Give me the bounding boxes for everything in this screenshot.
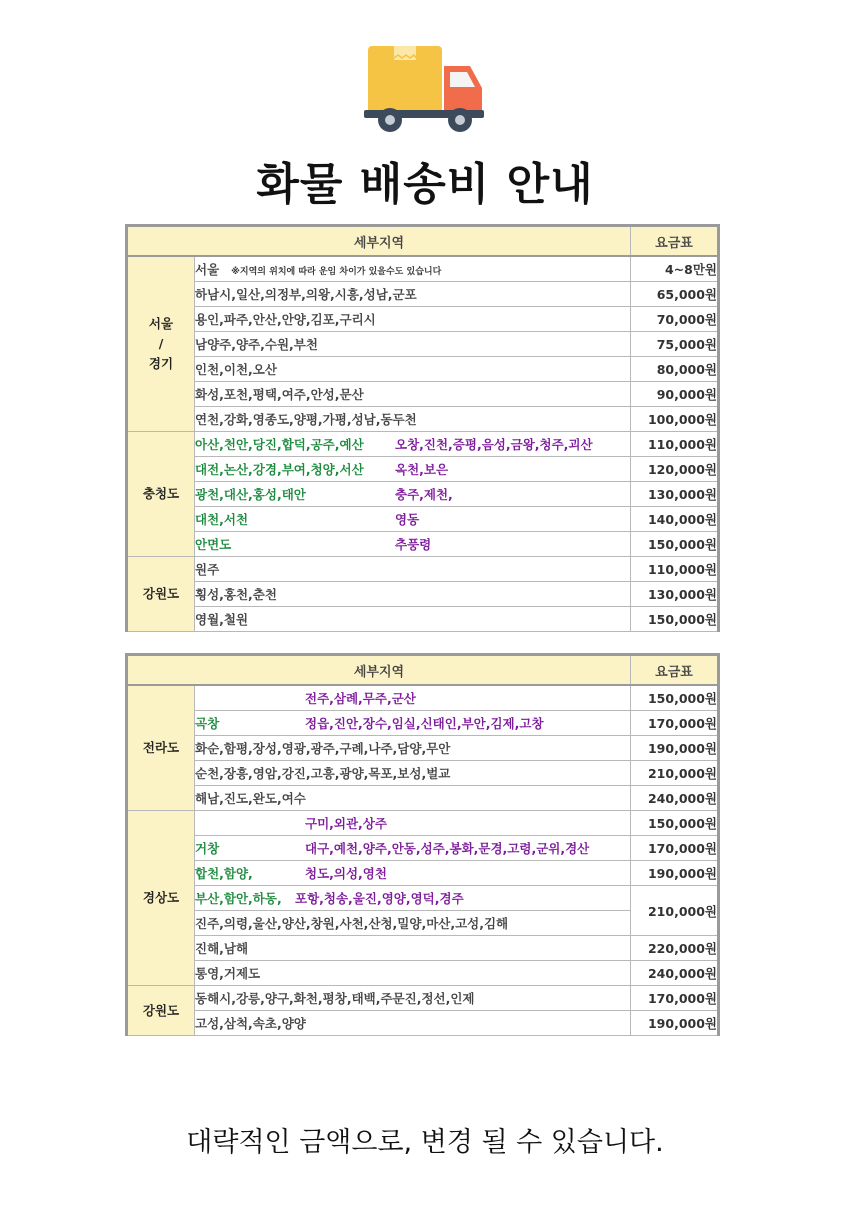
table-row	[127, 911, 719, 936]
table-row	[127, 711, 719, 736]
table-row	[127, 836, 719, 861]
table-row	[127, 357, 719, 382]
price-cell: 140,000원	[631, 507, 719, 532]
table-row	[127, 332, 719, 357]
area-cell: 광천,대산,홍성,태안 충주,제천,	[195, 482, 631, 507]
area-cell: 대천,서천 영동	[195, 507, 631, 532]
area-cell: 하남시,일산,의정부,의왕,시흥,성남,군포	[195, 282, 631, 307]
price-cell: 150,000원	[631, 685, 719, 711]
table-row	[127, 307, 719, 332]
table-row	[127, 607, 719, 632]
price-cell: 90,000원	[631, 382, 719, 407]
area-cell: 횡성,홍천,춘천	[195, 582, 631, 607]
table-row	[127, 507, 719, 532]
price-cell: 170,000원	[631, 836, 719, 861]
area-cell: 연천,강화,영종도,양평,가평,성남,동두천	[195, 407, 631, 432]
price-cell: 190,000원	[631, 1011, 719, 1036]
area-cell: 화순,함평,장성,영광,광주,구례,나주,담양,무안	[195, 736, 631, 761]
price-cell: 4~8만원	[631, 256, 719, 282]
table-row	[127, 457, 719, 482]
table-row	[127, 685, 719, 711]
area-cell: 거창 대구,예천,양주,안동,성주,봉화,문경,고령,군위,경산	[195, 836, 631, 861]
price-cell: 190,000원	[631, 861, 719, 886]
table-row	[127, 886, 719, 911]
table-header-row	[127, 655, 719, 686]
table-row	[127, 961, 719, 986]
region-gangwon: 강원도	[127, 557, 195, 632]
table-row	[127, 407, 719, 432]
table-row	[127, 432, 719, 457]
price-cell: 65,000원	[631, 282, 719, 307]
price-cell: 75,000원	[631, 332, 719, 357]
price-cell: 240,000원	[631, 961, 719, 986]
price-cell: 170,000원	[631, 986, 719, 1011]
table-row	[127, 736, 719, 761]
table-row	[127, 936, 719, 961]
price-cell: 130,000원	[631, 482, 719, 507]
price-cell: 110,000원	[631, 432, 719, 457]
fee-table-2	[125, 653, 720, 1036]
header-area: 세부지역	[127, 226, 631, 257]
table-row	[127, 382, 719, 407]
region-gangwon-2: 강원도	[127, 986, 195, 1036]
region-jeolla: 전라도	[127, 685, 195, 811]
price-cell: 210,000원	[631, 761, 719, 786]
area-cell: 영월,철원	[195, 607, 631, 632]
table-row	[127, 1011, 719, 1036]
area-cell: 전주,삼례,무주,군산	[195, 685, 631, 711]
price-cell: 210,000원	[631, 886, 719, 936]
price-cell: 240,000원	[631, 786, 719, 811]
price-cell: 150,000원	[631, 607, 719, 632]
area-cell: 진주,의령,울산,양산,창원,사천,산청,밀양,마산,고성,김해	[195, 911, 631, 936]
page-title: 화물 배송비 안내	[256, 159, 594, 210]
area-cell: 진해,남해	[195, 936, 631, 961]
area-cell: 안면도 추풍령	[195, 532, 631, 557]
price-cell: 220,000원	[631, 936, 719, 961]
table-header-row	[127, 226, 719, 257]
price-cell: 130,000원	[631, 582, 719, 607]
area-cell: 인천,이천,오산	[195, 357, 631, 382]
header-price: 요금표	[631, 655, 719, 686]
region-chungcheong: 충청도	[127, 432, 195, 557]
area-cell: 순천,장흥,영암,강진,고흥,광양,목포,보성,벌교	[195, 761, 631, 786]
area-cell: 원주	[195, 557, 631, 582]
table-row	[127, 557, 719, 582]
area-cell: 화성,포천,평택,여주,안성,문산	[195, 382, 631, 407]
area-cell: 용인,파주,안산,안양,김포,구리시	[195, 307, 631, 332]
area-cell: 합천,함양, 청도,의성,영천	[195, 861, 631, 886]
area-cell: 구미,외관,상주	[195, 811, 631, 836]
area-cell: 남양주,양주,수원,부천	[195, 332, 631, 357]
header-price: 요금표	[631, 226, 719, 257]
table-row	[127, 582, 719, 607]
price-cell: 70,000원	[631, 307, 719, 332]
region-seoul-gyeonggi: 서울 / 경기	[127, 256, 195, 432]
table-row	[127, 256, 719, 282]
price-cell: 110,000원	[631, 557, 719, 582]
area-cell: 고성,삼척,속초,양양	[195, 1011, 631, 1036]
table-row	[127, 861, 719, 886]
price-cell: 170,000원	[631, 711, 719, 736]
table-row	[127, 811, 719, 836]
area-cell: 동해시,강릉,양구,화천,평창,태백,주문진,정선,인제	[195, 986, 631, 1011]
area-cell: 부산,함안,하동, 포항,청송,울진,영양,영덕,경주	[195, 886, 631, 911]
table-row	[127, 761, 719, 786]
area-cell: 곡창 정읍,진안,장수,임실,신태인,부안,김제,고창	[195, 711, 631, 736]
price-cell: 80,000원	[631, 357, 719, 382]
note-text: ※지역의 위치에 따라 운임 차이가 있을수도 있습니다	[231, 267, 442, 277]
price-cell: 120,000원	[631, 457, 719, 482]
footer-notice: 대략적인 금액으로, 변경 될 수 있습니다.	[186, 1127, 664, 1158]
price-cell: 190,000원	[631, 736, 719, 761]
area-cell: 해남,진도,완도,여수	[195, 786, 631, 811]
table-row	[127, 532, 719, 557]
table-row	[127, 482, 719, 507]
region-gyeongsang: 경상도	[127, 811, 195, 986]
table-row	[127, 786, 719, 811]
table-row	[127, 282, 719, 307]
area-cell: 서울 ※지역의 위치에 따라 운임 차이가 있을수도 있습니다	[195, 256, 631, 282]
price-cell: 150,000원	[631, 532, 719, 557]
table-row	[127, 986, 719, 1011]
header-area: 세부지역	[127, 655, 631, 686]
price-cell: 100,000원	[631, 407, 719, 432]
price-cell: 150,000원	[631, 811, 719, 836]
fee-table-1	[125, 224, 720, 632]
delivery-truck-icon	[364, 44, 486, 134]
area-cell: 대전,논산,강경,부여,청양,서산 옥천,보은	[195, 457, 631, 482]
area-cell: 통영,거제도	[195, 961, 631, 986]
area-cell: 아산,천안,당진,합덕,공주,예산 오창,진천,증평,음성,금왕,청주,괴산	[195, 432, 631, 457]
